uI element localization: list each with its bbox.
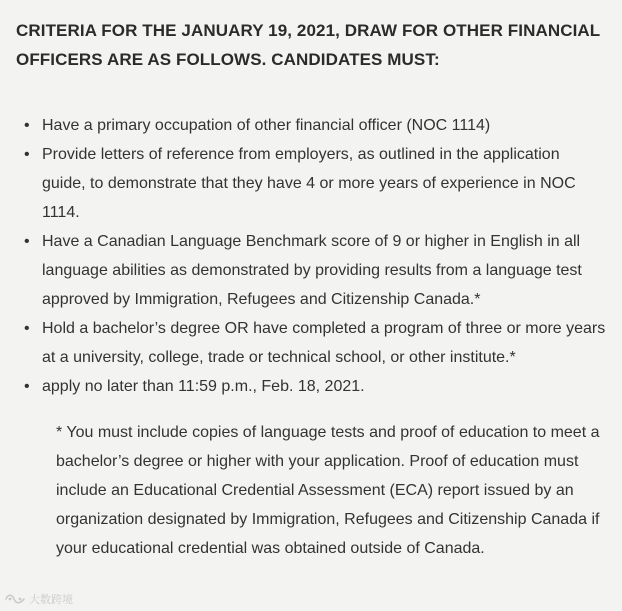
list-item-text: Hold a bachelor’s degree OR have completed a program of three or more years at a university, college, trade or technical school, or other institute.* [42,320,606,366]
list-item [24,372,606,401]
bullet-icon: • [24,146,30,163]
list-item-text: Have a Canadian Language Benchmark score of 9 or higher in English in all language abilities as demonstrated by providing results from a language test approved by Immigration, Refugees and Citizenship Canada.* [42,233,582,308]
list-item [24,111,606,140]
list-item [24,227,606,314]
watermark [4,591,73,607]
bullet-icon: • [24,320,30,337]
watermark-logo-icon [4,593,26,605]
footnote: * You must include copies of language tests and proof of education to meet a bachelor’s degree or higher with your application. Proof of education must include an Educational Credential Assessment (ECA) report issued by an organization designated by Immigration, Refugees and Citizenship Canada if your educational credential was obtained outside of Canada. [56,424,600,557]
list-item-text: Have a primary occupation of other financial officer (NOC 1114) [42,117,491,134]
list-item-text: Provide letters of reference from employers, as outlined in the application guide, to demonstrate that they have 4 or more years of experience in NOC 1114. [42,146,576,221]
list-item [24,314,606,372]
bullet-icon: • [24,378,30,395]
watermark-text: 大数跨境 [29,594,73,606]
bullet-icon: • [24,117,30,134]
criteria-heading: CRITERIA FOR THE JANUARY 19, 2021, DRAW FOR OTHER FINANCIAL OFFICERS ARE AS FOLLOWS. CANDIDATES MUST: [16,21,600,69]
criteria-list [16,111,606,401]
bullet-icon: • [24,233,30,250]
article-body [16,16,606,563]
list-item-text: apply no later than 11:59 p.m., Feb. 18, 2021. [42,378,365,395]
list-item [24,140,606,227]
